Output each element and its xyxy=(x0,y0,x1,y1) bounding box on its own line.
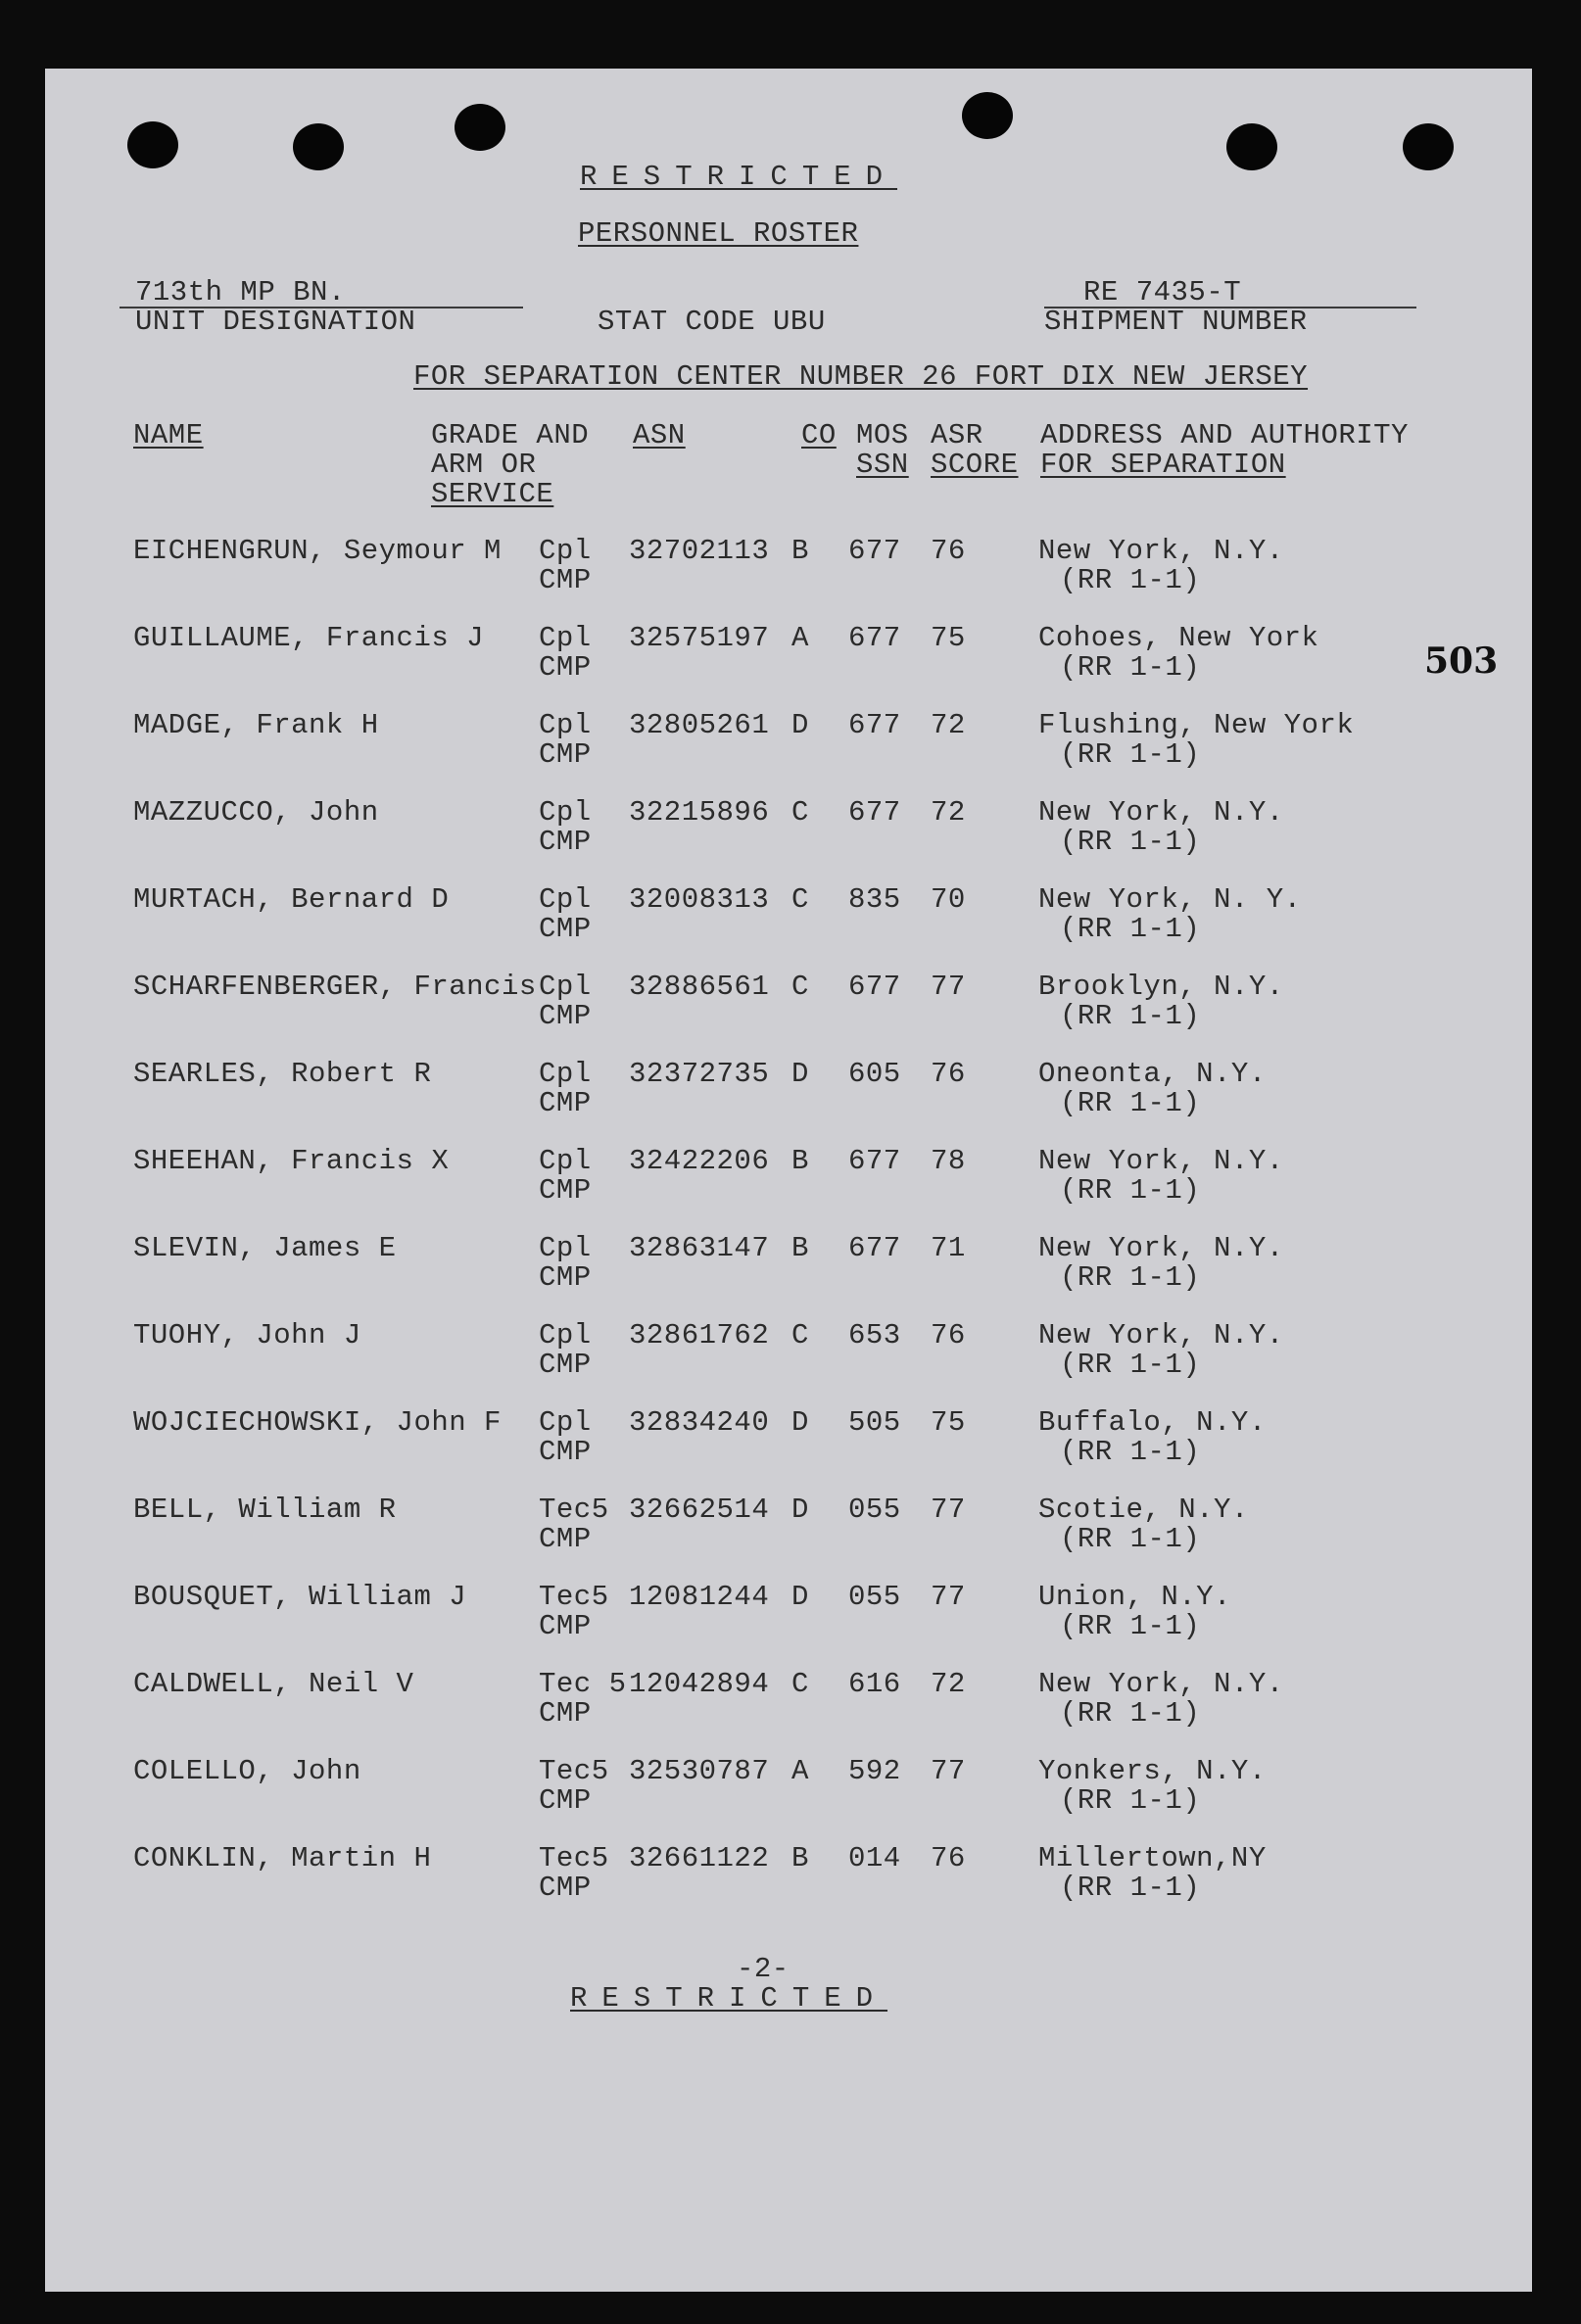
soldier-name: SEARLES, Robert R xyxy=(133,1058,432,1090)
soldier-name: SCHARFENBERGER, Francis xyxy=(133,971,537,1003)
arm-service: CMP xyxy=(539,1610,592,1642)
page-number: -2- xyxy=(737,1953,790,1985)
arm-service: CMP xyxy=(539,1436,592,1468)
mos: 677 xyxy=(848,796,901,829)
asn: 32863147 xyxy=(629,1232,770,1264)
asr-score: 77 xyxy=(931,1581,966,1613)
authority: (RR 1-1) xyxy=(1060,1174,1201,1207)
company: D xyxy=(791,1406,809,1439)
table-row xyxy=(45,1844,1532,1907)
grade: Cpl xyxy=(539,535,592,567)
address: New York, N.Y. xyxy=(1038,796,1284,829)
asr-score: 76 xyxy=(931,535,966,567)
table-row xyxy=(45,885,1532,948)
mos: 677 xyxy=(848,622,901,654)
restricted-footer: RESTRICTED xyxy=(570,1982,888,2015)
asr-score: 71 xyxy=(931,1232,966,1264)
grade: Tec5 xyxy=(539,1755,609,1787)
mos: 677 xyxy=(848,535,901,567)
company: C xyxy=(791,1319,809,1352)
punch-hole xyxy=(1403,123,1454,170)
asn: 32702113 xyxy=(629,535,770,567)
authority: (RR 1-1) xyxy=(1060,651,1201,684)
asr-score: 76 xyxy=(931,1842,966,1874)
table-row xyxy=(45,1583,1532,1645)
table-row xyxy=(45,1408,1532,1471)
grade: Tec5 xyxy=(539,1842,609,1874)
asr-score: 72 xyxy=(931,1668,966,1700)
table-row xyxy=(45,624,1532,687)
table-row xyxy=(45,1234,1532,1297)
address: Oneonta, N.Y. xyxy=(1038,1058,1267,1090)
asr-score: 76 xyxy=(931,1319,966,1352)
authority: (RR 1-1) xyxy=(1060,1000,1201,1032)
address: New York, N.Y. xyxy=(1038,1668,1284,1700)
separation-line: FOR SEPARATION CENTER NUMBER 26 FORT DIX NEW JERSEY xyxy=(413,360,1309,393)
grade: Cpl xyxy=(539,796,592,829)
table-row xyxy=(45,711,1532,774)
asr-score: 75 xyxy=(931,1406,966,1439)
soldier-name: CONKLIN, Martin H xyxy=(133,1842,432,1874)
asn: 32662514 xyxy=(629,1494,770,1526)
grade: Cpl xyxy=(539,1058,592,1090)
company: B xyxy=(791,1232,809,1264)
company: C xyxy=(791,1668,809,1700)
asr-score: 75 xyxy=(931,622,966,654)
page-number-stamp: 503 xyxy=(1424,640,1499,682)
table-row xyxy=(45,798,1532,861)
asn: 32834240 xyxy=(629,1406,770,1439)
asn: 32805261 xyxy=(629,709,770,741)
roster-title: PERSONNEL ROSTER xyxy=(578,217,859,250)
unit-label: UNIT DESIGNATION xyxy=(135,306,416,338)
soldier-name: MADGE, Frank H xyxy=(133,709,379,741)
punch-hole xyxy=(962,92,1013,139)
grade: Tec 5 xyxy=(539,1668,627,1700)
soldier-name: EICHENGRUN, Seymour M xyxy=(133,535,502,567)
table-row xyxy=(45,1060,1532,1122)
arm-service: CMP xyxy=(539,1872,592,1904)
company: A xyxy=(791,622,809,654)
arm-service: CMP xyxy=(539,1349,592,1381)
col-asr: ASR xyxy=(931,419,983,451)
grade: Cpl xyxy=(539,971,592,1003)
col-score: SCORE xyxy=(931,449,1019,481)
address: Brooklyn, N.Y. xyxy=(1038,971,1284,1003)
asr-score: 77 xyxy=(931,1494,966,1526)
authority: (RR 1-1) xyxy=(1060,1436,1201,1468)
authority: (RR 1-1) xyxy=(1060,1872,1201,1904)
company: B xyxy=(791,1842,809,1874)
company: A xyxy=(791,1755,809,1787)
unit-value: 713th MP BN. xyxy=(135,276,346,308)
company: D xyxy=(791,1058,809,1090)
grade: Tec5 xyxy=(539,1494,609,1526)
asn: 32008313 xyxy=(629,883,770,916)
authority: (RR 1-1) xyxy=(1060,1784,1201,1817)
asr-score: 72 xyxy=(931,709,966,741)
mos: 505 xyxy=(848,1406,901,1439)
address: New York, N.Y. xyxy=(1038,1145,1284,1177)
table-row xyxy=(45,1670,1532,1732)
table-row xyxy=(45,1757,1532,1820)
authority: (RR 1-1) xyxy=(1060,564,1201,596)
soldier-name: CALDWELL, Neil V xyxy=(133,1668,414,1700)
grade: Cpl xyxy=(539,883,592,916)
company: D xyxy=(791,1494,809,1526)
table-row xyxy=(45,537,1532,599)
asn: 32575197 xyxy=(629,622,770,654)
soldier-name: WOJCIECHOWSKI, John F xyxy=(133,1406,502,1439)
table-row xyxy=(45,1321,1532,1384)
arm-service: CMP xyxy=(539,826,592,858)
address: Cohoes, New York xyxy=(1038,622,1319,654)
grade: Cpl xyxy=(539,1232,592,1264)
asn: 32215896 xyxy=(629,796,770,829)
col-ssn: SSN xyxy=(856,449,909,481)
punch-hole xyxy=(455,104,505,151)
soldier-name: TUOHY, John J xyxy=(133,1319,361,1352)
col-address: ADDRESS AND AUTHORITY xyxy=(1040,419,1409,451)
grade: Tec5 xyxy=(539,1581,609,1613)
asn: 32886561 xyxy=(629,971,770,1003)
address: New York, N.Y. xyxy=(1038,535,1284,567)
address: Flushing, New York xyxy=(1038,709,1355,741)
arm-service: CMP xyxy=(539,1174,592,1207)
arm-service: CMP xyxy=(539,1000,592,1032)
table-row xyxy=(45,972,1532,1035)
grade: Cpl xyxy=(539,709,592,741)
table-row xyxy=(45,1495,1532,1558)
address: New York, N. Y. xyxy=(1038,883,1302,916)
address: New York, N.Y. xyxy=(1038,1232,1284,1264)
asr-score: 78 xyxy=(931,1145,966,1177)
asn: 32422206 xyxy=(629,1145,770,1177)
authority: (RR 1-1) xyxy=(1060,738,1201,771)
arm-service: CMP xyxy=(539,1087,592,1119)
restricted-header: RESTRICTED xyxy=(580,161,898,193)
stat-code: STAT CODE UBU xyxy=(598,306,826,338)
shipment-value: RE 7435-T xyxy=(1083,276,1242,308)
col-authority: FOR SEPARATION xyxy=(1040,449,1286,481)
grade: Cpl xyxy=(539,622,592,654)
authority: (RR 1-1) xyxy=(1060,1523,1201,1555)
mos: 055 xyxy=(848,1581,901,1613)
arm-service: CMP xyxy=(539,651,592,684)
shipment-label: SHIPMENT NUMBER xyxy=(1044,306,1308,338)
soldier-name: COLELLO, John xyxy=(133,1755,361,1787)
soldier-name: MAZZUCCO, John xyxy=(133,796,379,829)
asn: 12081244 xyxy=(629,1581,770,1613)
grade: Cpl xyxy=(539,1406,592,1439)
mos: 677 xyxy=(848,709,901,741)
punch-hole xyxy=(293,123,344,170)
grade: Cpl xyxy=(539,1145,592,1177)
arm-service: CMP xyxy=(539,1697,592,1730)
authority: (RR 1-1) xyxy=(1060,1610,1201,1642)
address: Millertown,NY xyxy=(1038,1842,1267,1874)
col-grade: GRADE AND xyxy=(431,419,590,451)
arm-service: CMP xyxy=(539,564,592,596)
punch-hole xyxy=(1226,123,1277,170)
mos: 835 xyxy=(848,883,901,916)
mos: 677 xyxy=(848,971,901,1003)
authority: (RR 1-1) xyxy=(1060,913,1201,945)
asn: 32661122 xyxy=(629,1842,770,1874)
authority: (RR 1-1) xyxy=(1060,1261,1201,1294)
asr-score: 77 xyxy=(931,1755,966,1787)
asr-score: 77 xyxy=(931,971,966,1003)
asr-score: 70 xyxy=(931,883,966,916)
asn: 32372735 xyxy=(629,1058,770,1090)
address: Scotie, N.Y. xyxy=(1038,1494,1249,1526)
authority: (RR 1-1) xyxy=(1060,1349,1201,1381)
arm-service: CMP xyxy=(539,1523,592,1555)
mos: 677 xyxy=(848,1145,901,1177)
col-co: CO xyxy=(801,419,837,451)
mos: 605 xyxy=(848,1058,901,1090)
address: Yonkers, N.Y. xyxy=(1038,1755,1267,1787)
roster-page xyxy=(45,69,1532,2292)
company: D xyxy=(791,1581,809,1613)
arm-service: CMP xyxy=(539,913,592,945)
address: New York, N.Y. xyxy=(1038,1319,1284,1352)
grade: Cpl xyxy=(539,1319,592,1352)
asn: 12042894 xyxy=(629,1668,770,1700)
company: C xyxy=(791,971,809,1003)
asr-score: 72 xyxy=(931,796,966,829)
arm-service: CMP xyxy=(539,1261,592,1294)
arm-service: CMP xyxy=(539,1784,592,1817)
table-row xyxy=(45,1147,1532,1209)
mos: 055 xyxy=(848,1494,901,1526)
asr-score: 76 xyxy=(931,1058,966,1090)
soldier-name: SHEEHAN, Francis X xyxy=(133,1145,450,1177)
col-arm: ARM OR xyxy=(431,449,537,481)
authority: (RR 1-1) xyxy=(1060,1087,1201,1119)
company: C xyxy=(791,883,809,916)
arm-service: CMP xyxy=(539,738,592,771)
authority: (RR 1-1) xyxy=(1060,1697,1201,1730)
mos: 616 xyxy=(848,1668,901,1700)
soldier-name: MURTACH, Bernard D xyxy=(133,883,450,916)
address: Union, N.Y. xyxy=(1038,1581,1231,1613)
company: B xyxy=(791,535,809,567)
soldier-name: SLEVIN, James E xyxy=(133,1232,397,1264)
company: C xyxy=(791,796,809,829)
soldier-name: BOUSQUET, William J xyxy=(133,1581,467,1613)
mos: 592 xyxy=(848,1755,901,1787)
address: Buffalo, N.Y. xyxy=(1038,1406,1267,1439)
asn: 32530787 xyxy=(629,1755,770,1787)
authority: (RR 1-1) xyxy=(1060,826,1201,858)
mos: 653 xyxy=(848,1319,901,1352)
col-name: NAME xyxy=(133,419,204,451)
mos: 014 xyxy=(848,1842,901,1874)
company: B xyxy=(791,1145,809,1177)
soldier-name: GUILLAUME, Francis J xyxy=(133,622,485,654)
punch-hole xyxy=(127,121,178,168)
asn: 32861762 xyxy=(629,1319,770,1352)
col-asn: ASN xyxy=(633,419,686,451)
mos: 677 xyxy=(848,1232,901,1264)
col-mos: MOS xyxy=(856,419,909,451)
soldier-name: BELL, William R xyxy=(133,1494,397,1526)
col-service: SERVICE xyxy=(431,478,554,510)
company: D xyxy=(791,709,809,741)
